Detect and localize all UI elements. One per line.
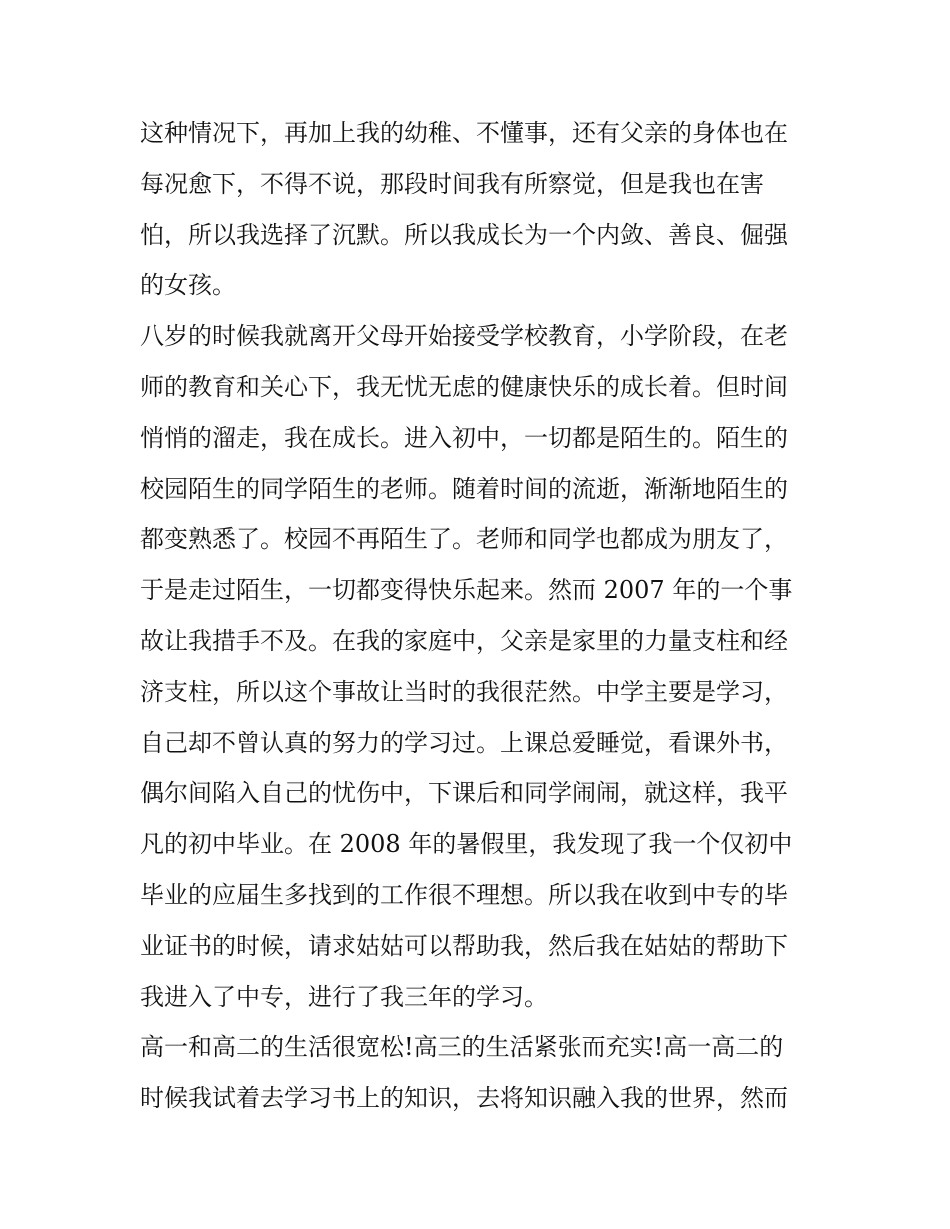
- text-line: 业证书的时候，请求姑姑可以帮助我，然后我在姑姑的帮助下: [140, 931, 788, 960]
- text-line: 自己却不曾认真的努力的学习过。上课总爱睡觉，看课外书，: [140, 728, 788, 757]
- text-line: 于是走过陌生，一切都变得快乐起来。然而 2007 年的一个事: [140, 576, 793, 605]
- text-line: 时候我试着去学习书上的知识，去将知识融入我的世界，然而: [140, 1084, 788, 1113]
- text-line: 故让我措手不及。在我的家庭中，父亲是家里的力量支柱和经: [140, 626, 788, 655]
- text-line: 怕，所以我选择了沉默。所以我成长为一个内敛、善良、倔强: [140, 220, 788, 249]
- text-line: 我进入了中专，进行了我三年的学习。: [140, 982, 548, 1011]
- text-line: 悄悄的溜走，我在成长。进入初中，一切都是陌生的。陌生的: [140, 423, 788, 452]
- text-line: 凡的初中毕业。在 2008 年的暑假里，我发现了我一个仅初中: [140, 830, 793, 859]
- text-line: 偶尔间陷入自己的忧伤中，下课后和同学闹闹，就这样，我平: [140, 779, 788, 808]
- text-line: 师的教育和关心下，我无忧无虑的健康快乐的成长着。但时间: [140, 372, 788, 401]
- document-body: [140, 108, 820, 1124]
- text-line: 毕业的应届生多找到的工作很不理想。所以我在收到中专的毕: [140, 880, 788, 909]
- text-line: 都变熟悉了。校园不再陌生了。老师和同学也都成为朋友了，: [140, 525, 788, 554]
- text-line: 这种情况下，再加上我的幼稚、不懂事，还有父亲的身体也在: [140, 119, 788, 147]
- text-line: 济支柱，所以这个事故让当时的我很茫然。中学主要是学习，: [140, 677, 788, 706]
- text-line: 每况愈下，不得不说，那段时间我有所察觉，但是我也在害: [140, 169, 764, 198]
- text-line: 的女孩。: [140, 271, 236, 300]
- text-line: 八岁的时候我就离开父母开始接受学校教育，小学阶段，在老: [140, 322, 788, 351]
- text-line: 校园陌生的同学陌生的老师。随着时间的流逝，渐渐地陌生的: [140, 474, 788, 503]
- text-line: 高一和高二的生活很宽松!高三的生活紧张而充实!高一高二的: [140, 1033, 784, 1062]
